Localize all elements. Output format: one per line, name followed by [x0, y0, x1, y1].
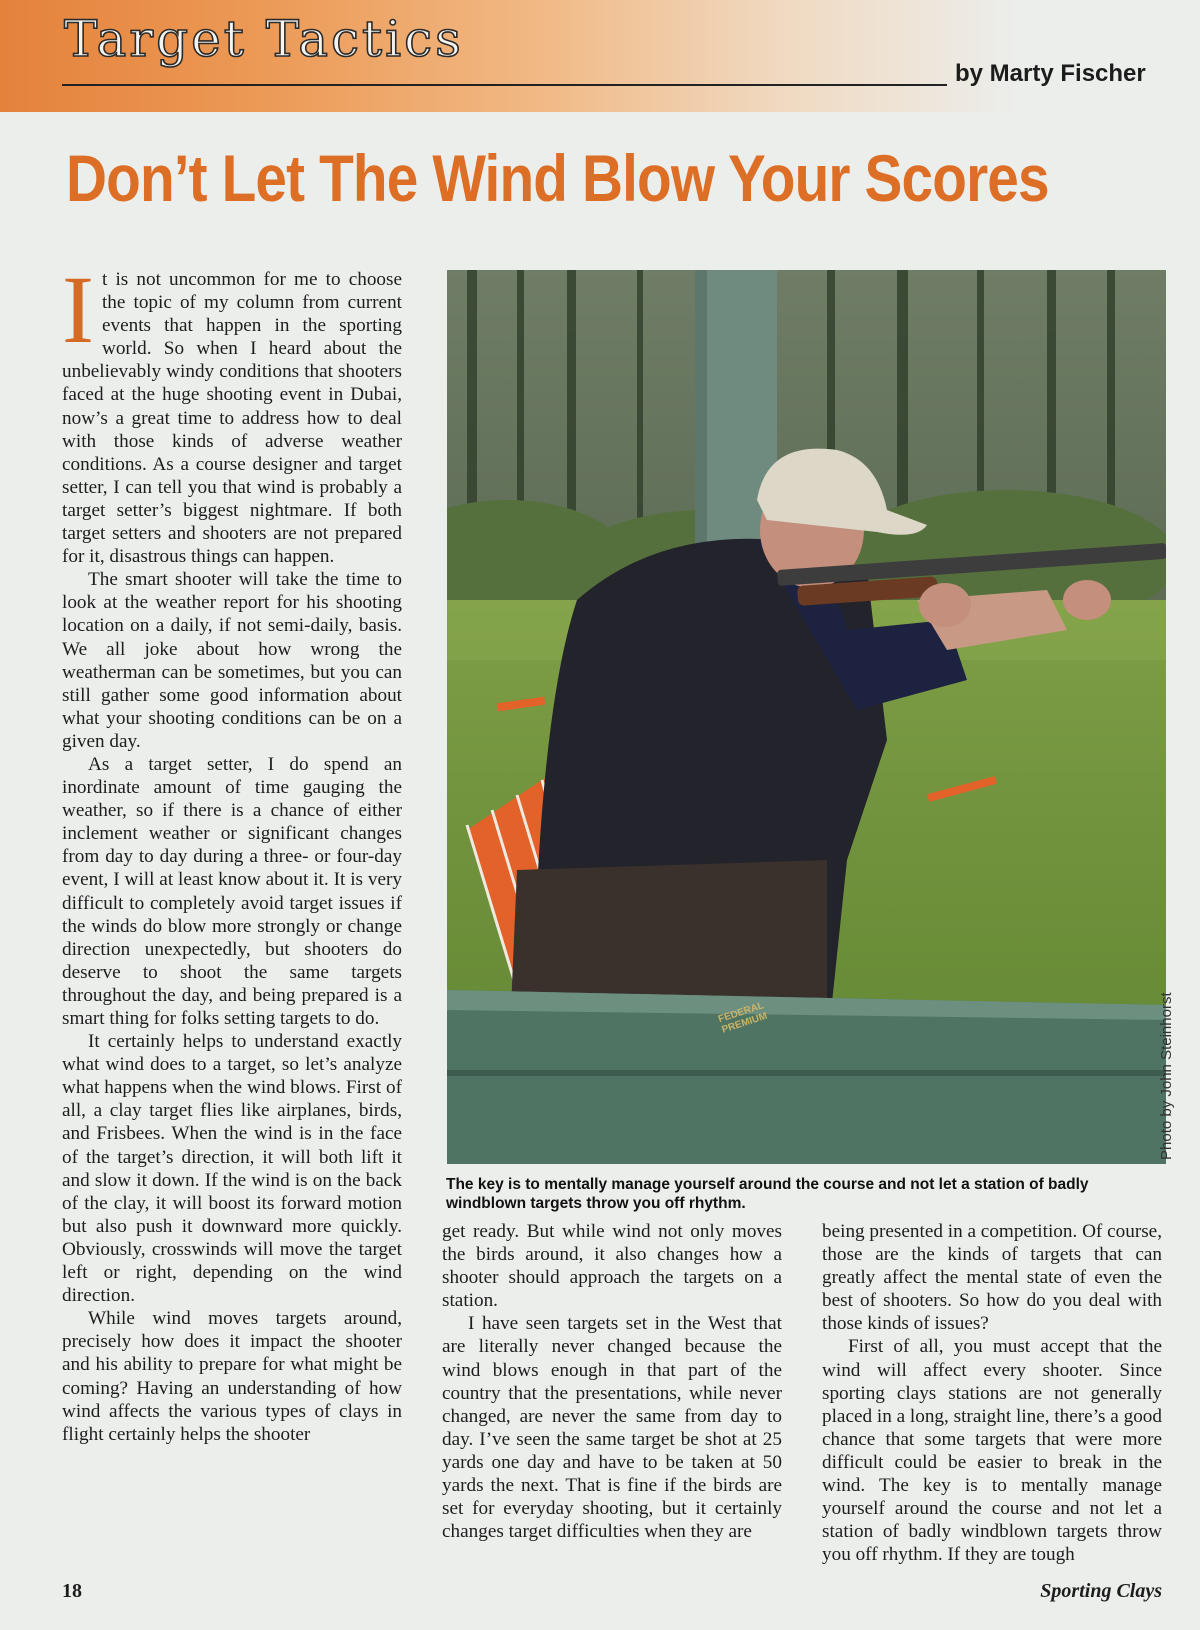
- paragraph: get ready. But while wind not only moves the birds around, it also changes how a shooter should approach the targets on a station.: [442, 1221, 782, 1312]
- header-rule: [62, 84, 947, 86]
- paragraph: It certainly helps to understand exactly what wind does to a target, so let’s analyze what happens when the wind blows. First of all, a clay target flies like airplanes, birds, and Frisbees. When the wind is in the face of the target’s direction, it will both lift it and slow it down. If the wind is on the back of the clay, it will boost its forward motion but also push it downward more quickly. Obviously, crosswinds will move the target left or right, depending on the wind direction.: [62, 1031, 402, 1307]
- paragraph: The smart shooter will take the time to look at the weather report for his shooting location on a daily, if not semi-daily, basis. We all joke about how wrong the weatherman can be sometimes, but you can still gather some good information about what your shooting conditions can be on a given day.: [62, 569, 402, 752]
- headline: Don’t Let The Wind Blow Your Scores: [66, 141, 1049, 215]
- paragraph: While wind moves targets around, precisely how does it impact the shooter and his ability to prepare for what might be coming? Having an understanding of how wind affects the various types of clays in flight certainly helps the shooter: [62, 1308, 402, 1445]
- photo-credit: Photo by John Steinhorst: [1158, 992, 1175, 1160]
- drop-cap: I: [62, 256, 94, 363]
- column-title: Target Tactics: [64, 10, 464, 68]
- byline: by Marty Fischer: [955, 60, 1146, 87]
- paragraph: First of all, you must accept that the wind will affect every shooter. Since sporting clays stations are not generally placed in a long, straight line, there’s a good chance that some targets that were more difficult could be easier to break in the wind. The key is to mentally manage yourself around the course and not let a station of badly windblown targets throw you off rhythm. If they are tough: [822, 1336, 1162, 1566]
- vest-label: FEDERAL PREMIUM: [717, 1000, 769, 1036]
- article-photo: [447, 270, 1166, 1164]
- article-column-middle: [442, 1220, 782, 1543]
- paragraph: I have seen targets set in the West that are literally never changed because the wind blows enough in that part of the country that the presentations, while never changed, are never the same from day to day. I’ve seen the same target be shot at 25 yards one day and have to be taken at 50 yards the next. That is fine if the birds are set for everyday shooting, but it certainly changes target difficulties when they are: [442, 1313, 782, 1543]
- photo-caption: The key is to mentally manage yourself around the course and not let a station of badly windblown targets throw you off rhythm.: [446, 1176, 1089, 1212]
- article-column-left: [62, 256, 402, 1446]
- article-column-right: [822, 1220, 1162, 1566]
- magazine-name: Sporting Clays: [1040, 1580, 1162, 1602]
- paragraph: It is not uncommon for me to choose the topic of my column from current events that happen in the sporting world. So when I heard about the unbelievably windy conditions that shooters faced at the huge shooting event in Dubai, now’s a great time to address how to deal with those kinds of adverse weather conditions. As a course designer and target setter, I can tell you that wind is probably a target setter’s biggest nightmare. If both target setters and shooters are not prepared for it, disastrous things can happen.: [62, 256, 402, 568]
- paragraph: being presented in a competition. Of course, those are the kinds of targets that can greatly affect the mental state of even the best of shooters. So how do you deal with those kinds of issues?: [822, 1221, 1162, 1335]
- page-number: 18: [62, 1580, 82, 1602]
- paragraph: As a target setter, I do spend an inordinate amount of time gauging the weather, so if there is a chance of either inclement weather or significant changes from day to day during a three- or four-day event, I will at least know about it. It is very difficult to completely avoid target issues if the winds do blow more strongly or change direction unexpectedly, but shooters do deserve to shoot the same targets throughout the day, and being prepared is a smart thing for folks setting targets to do.: [62, 753, 402, 1029]
